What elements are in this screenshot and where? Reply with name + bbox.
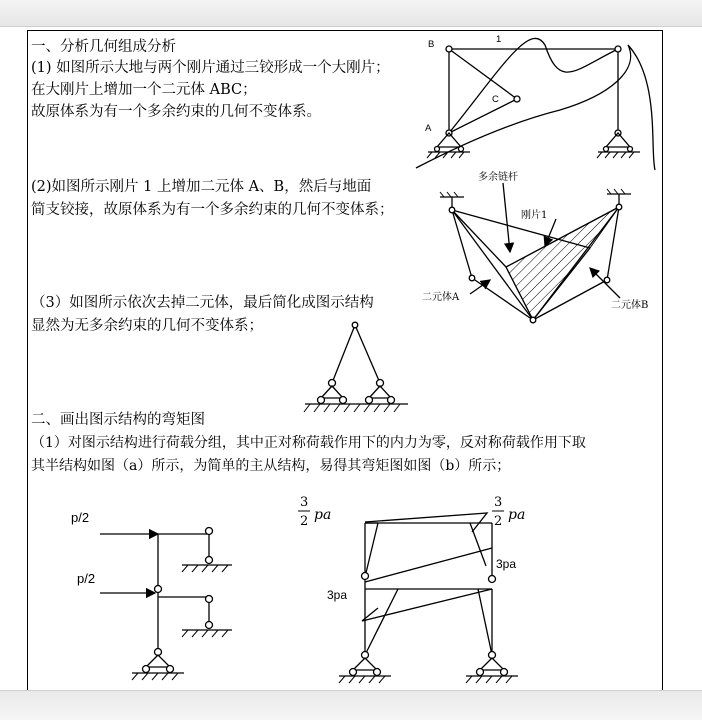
fig5-right-label: 3pa [496, 557, 517, 571]
fig5-frac-den-right: 2 [494, 514, 503, 529]
fig1-label-c: C [492, 94, 499, 105]
figure3-simple-truss [304, 322, 408, 412]
s1-p2-line2: 简支铰接，故原体系为有一个多余约束的几何不变体系； [31, 202, 394, 218]
s2-p1-line1: （1）对图示结构进行荷载分组，其中正对称荷载作用下的内力为零，反对称荷载作用下取 [31, 435, 586, 451]
section1-heading: 一、分析几何组成分析 [31, 39, 176, 55]
fig5-frac-den-left: 2 [300, 514, 309, 529]
fig2-redundant-link: 多余链杆 [478, 172, 518, 183]
fig1-label-a: A [425, 123, 432, 134]
figure1-truss [416, 38, 655, 170]
fig5-frac-num-right: 3 [494, 495, 503, 510]
figure2-structure [440, 183, 631, 323]
fig5-left-label: 3pa [327, 588, 348, 602]
bottom-toolbar-strip [0, 690, 702, 720]
s1-p3-line1: （3）如图所示依次去掉二元体，最后简化成图示结构 [31, 295, 374, 311]
s1-p1-line1: (1) 如图所示大地与两个刚片通过三铰形成一个大刚片； [31, 60, 390, 76]
s1-p2-line1: (2)如图所示刚片 1 上增加二元体 A、B，然后与地面 [31, 179, 372, 195]
s1-p1-line2: 在大刚片上增加一个二元体 ABC； [31, 82, 257, 98]
fig5-frac-num-left: 3 [300, 495, 309, 510]
fig1-label-b: B [428, 39, 435, 50]
s1-p1-line3: 故原体系为有一个多余约束的几何不变体系。 [31, 104, 321, 120]
fig5-pa-left: pa [314, 507, 332, 523]
fig2-rigid-body: 刚片1 [521, 210, 548, 221]
fig2-dyad-b: 二元体B [611, 300, 649, 311]
figure4-half-structure [100, 528, 232, 681]
fig1-label-1: 1 [496, 34, 502, 45]
fig2-dyad-a: 二元体A [422, 292, 460, 303]
s1-p3-line2: 显然为无多余约束的几何不变体系； [31, 318, 263, 334]
section2-heading: 二、画出图示结构的弯矩图 [31, 412, 205, 428]
fig4-load-bottom: p/2 [77, 571, 96, 586]
fig4-load-top: p/2 [71, 510, 90, 525]
fig5-pa-right: pa [508, 507, 526, 523]
s2-p1-line2: 其半结构如图（a）所示，为简单的主从结构，易得其弯矩图如图（b）所示； [31, 458, 511, 474]
